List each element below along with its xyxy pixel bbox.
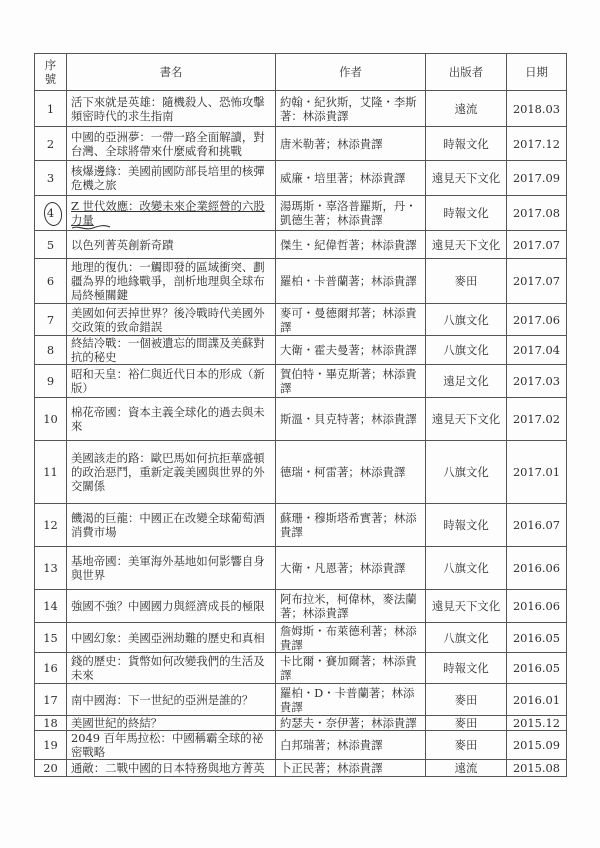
publisher-cell [426, 760, 507, 777]
publisher-cell [426, 161, 507, 196]
book-title-cell-text: 美國如何丟掉世界？後冷戰時代美國外交政策的致命錯誤 [71, 305, 265, 334]
book-title-cell-text: 地理的復仇：一觸即發的區域衝突、劃疆為界的地緣戰爭，剖析地理與全球布局終極關鍵 [71, 260, 265, 302]
date-cell [507, 441, 567, 504]
book-title-cell [67, 304, 276, 336]
date-cell [507, 127, 567, 161]
publisher-cell [426, 196, 507, 231]
date-cell [507, 161, 567, 196]
serial-number-cell [35, 684, 67, 716]
book-title-cell-text: 核爆邊緣：美國前國防部長培里的核彈危機之旅 [71, 164, 265, 192]
serial-number-cell [35, 161, 67, 196]
header-serial-number [35, 54, 67, 91]
date-cell-text: 2017.02 [512, 412, 561, 426]
book-title-cell [67, 684, 276, 716]
serial-number-cell [35, 259, 67, 304]
book-title-cell [67, 365, 276, 398]
publisher-cell-text: 八旗文化 [443, 312, 489, 327]
date-cell-text: 2016.05 [512, 630, 561, 645]
table-row [35, 547, 567, 590]
date-cell-text: 2017.07 [512, 274, 561, 288]
date-cell-text: 2017.08 [512, 206, 561, 220]
publisher-cell-text: 麥田 [454, 274, 478, 288]
serial-number-cell [35, 398, 67, 441]
book-title-cell [67, 336, 276, 365]
table-row [35, 161, 567, 196]
table-row [35, 259, 567, 304]
table-row [35, 653, 567, 684]
author-cell [276, 398, 426, 441]
book-title-cell-text: 以色列菁英創新奇蹟 [71, 237, 174, 252]
author-cell [276, 684, 426, 716]
book-title-cell [67, 398, 276, 441]
serial-number-cell-text: 1 [46, 101, 55, 116]
serial-number-cell-text: 17 [43, 692, 58, 707]
book-title-cell-text: 饑渴的巨龍：中國正在改變全球葡萄酒消費市場 [71, 511, 265, 539]
publisher-cell [426, 653, 507, 684]
serial-number-cell [35, 760, 67, 777]
publisher-cell-text: 遠見天下文化 [431, 412, 501, 426]
header-serial-line1: 序 [44, 58, 57, 72]
serial-number-cell-text: 19 [43, 738, 58, 752]
book-title-cell [67, 231, 276, 259]
author-cell [276, 760, 426, 777]
book-title-cell-text: 南中國海：下一世紀的亞洲是誰的？ [71, 692, 254, 707]
publisher-cell [426, 504, 507, 547]
date-cell [507, 365, 567, 398]
author-cell-text: 傑生・紀偉哲著；林添貴譯 [280, 237, 417, 252]
table-header-row [35, 54, 567, 91]
author-cell-text: 斯溫・貝克特著；林添貴譯 [280, 412, 417, 426]
date-cell-text: 2017.06 [512, 312, 561, 327]
date-cell [507, 590, 567, 623]
date-cell [507, 231, 567, 259]
publisher-cell-text: 八旗文化 [443, 630, 489, 645]
book-title-cell [67, 127, 276, 161]
book-title-cell-text: 美國世紀的終結？ [71, 716, 163, 730]
table-row [35, 398, 567, 441]
date-cell-text: 2015.09 [512, 738, 561, 752]
publisher-cell [426, 547, 507, 590]
publisher-cell [426, 365, 507, 398]
book-title-cell [67, 590, 276, 623]
publisher-cell-text: 八旗文化 [443, 343, 489, 357]
author-cell [276, 504, 426, 547]
serial-number-cell [35, 365, 67, 398]
serial-number-cell [35, 127, 67, 161]
author-cell [276, 127, 426, 161]
header-title: 書名 [67, 54, 276, 91]
publisher-cell [426, 231, 507, 259]
serial-number-cell [35, 196, 67, 231]
header-serial-line2: 號 [44, 72, 57, 86]
book-title-cell-text: 棉花帝國：資本主義全球化的過去與未來 [71, 405, 265, 433]
publisher-cell [426, 731, 507, 760]
book-title-cell-text: 錢的歷史：貨幣如何改變我們的生活及未來 [71, 654, 265, 682]
date-cell-text: 2016.06 [512, 561, 561, 575]
serial-number-cell-text: 14 [43, 599, 58, 613]
date-cell-text: 2016.07 [512, 518, 561, 532]
table-row [35, 504, 567, 547]
serial-number-cell [35, 547, 67, 590]
date-cell [507, 398, 567, 441]
author-cell [276, 365, 426, 398]
table-row [35, 304, 567, 336]
date-cell-text: 2017.12 [512, 136, 561, 151]
serial-number-cell-text: 16 [43, 661, 58, 675]
date-cell [507, 196, 567, 231]
author-cell [276, 161, 426, 196]
book-title-cell [67, 653, 276, 684]
book-title-cell-text: 基地帝國：美軍海外基地如何影響自身與世界 [71, 554, 265, 582]
serial-number-cell-text: 20 [43, 761, 58, 775]
serial-number-cell-text: 18 [43, 716, 58, 730]
date-cell-text: 2015.12 [512, 716, 561, 730]
publisher-cell-text: 遠足文化 [443, 374, 489, 388]
author-cell [276, 304, 426, 336]
author-cell-text: 卡比爾・賽加爾著；林添貴譯 [280, 654, 417, 682]
table-body [35, 91, 567, 777]
publisher-cell-text: 時報文化 [443, 206, 489, 220]
date-cell-text: 2018.03 [512, 101, 561, 116]
author-cell-text: 羅柏・D・卡普蘭著；林添貴譯 [280, 685, 415, 714]
book-title-cell [67, 259, 276, 304]
book-title-cell-text: 中國幻象：美國亞洲劫難的歷史和真相 [71, 630, 265, 645]
publisher-cell [426, 304, 507, 336]
serial-number-cell-text: 10 [43, 412, 58, 426]
author-cell-text: 卜正民著；林添貴譯 [280, 761, 383, 775]
date-cell-text: 2016.01 [512, 692, 561, 707]
publisher-cell-text: 八旗文化 [443, 465, 489, 479]
book-title-cell-text: 昭和天皇：裕仁與近代日本的形成（新版） [71, 367, 265, 395]
date-cell [507, 731, 567, 760]
book-title-cell-text: 2049 百年馬拉松：中國稱霸全球的祕密戰略 [71, 731, 264, 759]
publisher-cell [426, 259, 507, 304]
date-cell [507, 304, 567, 336]
author-cell [276, 91, 426, 127]
date-cell-text: 2017.07 [512, 237, 561, 252]
serial-number-cell [35, 336, 67, 365]
date-cell-text: 2015.08 [512, 761, 561, 775]
author-cell [276, 196, 426, 231]
book-title-cell [67, 441, 276, 504]
table-row [35, 336, 567, 365]
book-title-cell [67, 760, 276, 777]
publisher-cell-text: 遠流 [454, 101, 478, 116]
publisher-cell [426, 336, 507, 365]
serial-number-cell [35, 653, 67, 684]
serial-number-cell-text: 4 [46, 206, 55, 220]
publisher-cell [426, 590, 507, 623]
publisher-cell-text: 時報文化 [443, 518, 489, 532]
author-cell [276, 653, 426, 684]
date-cell [507, 259, 567, 304]
author-cell [276, 231, 426, 259]
author-cell-text: 蘇珊・穆斯塔希實著；林添貴譯 [280, 511, 417, 539]
author-cell-text: 麥可・曼德爾邦著；林添貴譯 [280, 305, 417, 334]
publisher-cell [426, 684, 507, 716]
date-cell [507, 504, 567, 547]
author-cell-text: 羅柏・卡普蘭著；林添貴譯 [280, 274, 417, 288]
publisher-cell [426, 127, 507, 161]
date-cell-text: 2017.04 [512, 343, 561, 357]
author-cell-text: 大衛・凡恩著；林添貴譯 [280, 561, 406, 575]
author-cell [276, 336, 426, 365]
book-title-cell [67, 161, 276, 196]
publisher-cell [426, 441, 507, 504]
author-cell-text: 德瑞・柯雷著；林添貴譯 [280, 465, 406, 479]
publisher-cell-text: 時報文化 [443, 136, 489, 151]
date-cell-text: 2017.09 [512, 171, 561, 185]
header-publisher: 出版者 [426, 54, 507, 91]
serial-number-cell-text: 12 [43, 518, 58, 532]
author-cell-text: 約翰・紀狄斯，艾隆・李斯著：林添貴譯 [280, 94, 417, 123]
serial-number-cell-text: 7 [46, 312, 55, 327]
author-cell-text: 湯瑪斯・辜洛普羅斯，丹・凱德生著；林添貴譯 [280, 199, 417, 227]
header-author: 作者 [276, 54, 426, 91]
table-row [35, 231, 567, 259]
serial-number-cell-text: 9 [46, 374, 55, 388]
date-cell-text: 2017.03 [512, 374, 561, 388]
header-date: 日期 [507, 54, 567, 91]
handwritten-underline-mark [71, 221, 111, 231]
serial-number-cell-text: 8 [46, 343, 55, 357]
author-cell-text: 賀伯特・畢克斯著；林添貴譯 [280, 367, 417, 395]
date-cell [507, 716, 567, 731]
table-row [35, 590, 567, 623]
publisher-cell-text: 麥田 [454, 716, 478, 730]
book-title-cell [67, 196, 276, 231]
author-cell [276, 441, 426, 504]
author-cell [276, 590, 426, 623]
table-row [35, 731, 567, 760]
author-cell-text: 大衛・霍夫曼著；林添貴譯 [280, 343, 417, 357]
serial-number-cell [35, 590, 67, 623]
table-row [35, 365, 567, 398]
serial-number-cell [35, 504, 67, 547]
publisher-cell-text: 時報文化 [443, 661, 489, 675]
serial-number-cell-text: 3 [46, 171, 55, 185]
author-cell-text: 約瑟夫・奈伊著；林添貴譯 [280, 716, 417, 730]
book-title-cell [67, 91, 276, 127]
publisher-cell [426, 623, 507, 653]
book-title-cell [67, 504, 276, 547]
serial-number-cell [35, 304, 67, 336]
handwritten-circle-mark [42, 201, 63, 227]
author-cell [276, 547, 426, 590]
publisher-cell-text: 遠流 [454, 761, 478, 775]
table-row [35, 716, 567, 731]
book-title-cell [67, 731, 276, 760]
author-cell-text: 威廉・培里著；林添貴譯 [280, 171, 406, 185]
publisher-cell [426, 716, 507, 731]
book-title-cell-text: 活下來就是英雄：隨機殺人、恐怖攻擊頻密時代的求生指南 [71, 94, 265, 123]
table-row [35, 760, 567, 777]
book-title-cell-text: 中國的亞洲夢：一帶一路全面解讀，對台灣、全球將帶來什麼威脅和挑戰 [71, 129, 265, 158]
serial-number-cell-text: 11 [43, 465, 58, 479]
serial-number-cell-text: 6 [46, 274, 55, 288]
author-cell-text: 詹姆斯・布萊德利著；林添貴譯 [280, 623, 417, 652]
serial-number-cell-text: 13 [43, 561, 58, 575]
publisher-cell [426, 398, 507, 441]
serial-number-cell [35, 231, 67, 259]
serial-number-cell [35, 716, 67, 731]
author-cell-text: 阿布拉米，柯偉林，麥法蘭著；林添貴譯 [280, 592, 417, 620]
publisher-cell-text: 遠見天下文化 [431, 599, 501, 613]
book-title-cell [67, 623, 276, 653]
book-title-cell-text: 強國不強？中國國力與經濟成長的極限 [71, 599, 265, 613]
publisher-cell-text: 麥田 [454, 692, 478, 707]
author-cell-text: 白邦瑞著；林添貴譯 [280, 738, 383, 752]
author-cell [276, 731, 426, 760]
date-cell-text: 2016.06 [512, 599, 561, 613]
table-row [35, 91, 567, 127]
date-cell [507, 653, 567, 684]
date-cell-text: 2017.01 [512, 465, 561, 479]
serial-number-cell [35, 731, 67, 760]
book-list-table [34, 53, 567, 777]
author-cell [276, 716, 426, 731]
date-cell-text: 2016.05 [512, 661, 561, 675]
author-cell [276, 623, 426, 653]
serial-number-cell-text: 2 [46, 136, 55, 151]
book-title-cell-text: 美國該走的路：歐巴馬如何抗拒華盛頓的政治惡鬥，重新定義美國與世界的外交關係 [71, 451, 265, 493]
date-cell [507, 760, 567, 777]
publisher-cell-text: 麥田 [454, 738, 478, 752]
author-cell [276, 259, 426, 304]
publisher-cell [426, 91, 507, 127]
date-cell [507, 684, 567, 716]
date-cell [507, 547, 567, 590]
publisher-cell-text: 遠見天下文化 [431, 171, 501, 185]
book-title-cell [67, 716, 276, 731]
publisher-cell-text: 八旗文化 [443, 561, 489, 575]
serial-number-cell-text: 15 [43, 630, 58, 645]
table-row [35, 623, 567, 653]
date-cell [507, 91, 567, 127]
table-row [35, 127, 567, 161]
date-cell [507, 336, 567, 365]
book-title-cell-text: 終結冷戰：一個被遺忘的間諜及美蘇對抗的秘史 [71, 336, 265, 364]
table-row [35, 196, 567, 231]
serial-number-cell-text: 5 [46, 237, 55, 252]
serial-number-cell [35, 91, 67, 127]
table-row [35, 441, 567, 504]
serial-number-cell [35, 441, 67, 504]
date-cell [507, 623, 567, 653]
book-title-cell-text: 通敵：二戰中國的日本特務與地方菁英 [71, 761, 265, 775]
author-cell-text: 唐米勒著；林添貴譯 [280, 136, 383, 151]
publisher-cell-text: 遠見天下文化 [431, 237, 501, 252]
table-row [35, 684, 567, 716]
serial-number-cell [35, 623, 67, 653]
book-title-cell-text: Z 世代效應：改變未來企業經營的六股力量 [71, 199, 265, 227]
book-title-cell [67, 547, 276, 590]
